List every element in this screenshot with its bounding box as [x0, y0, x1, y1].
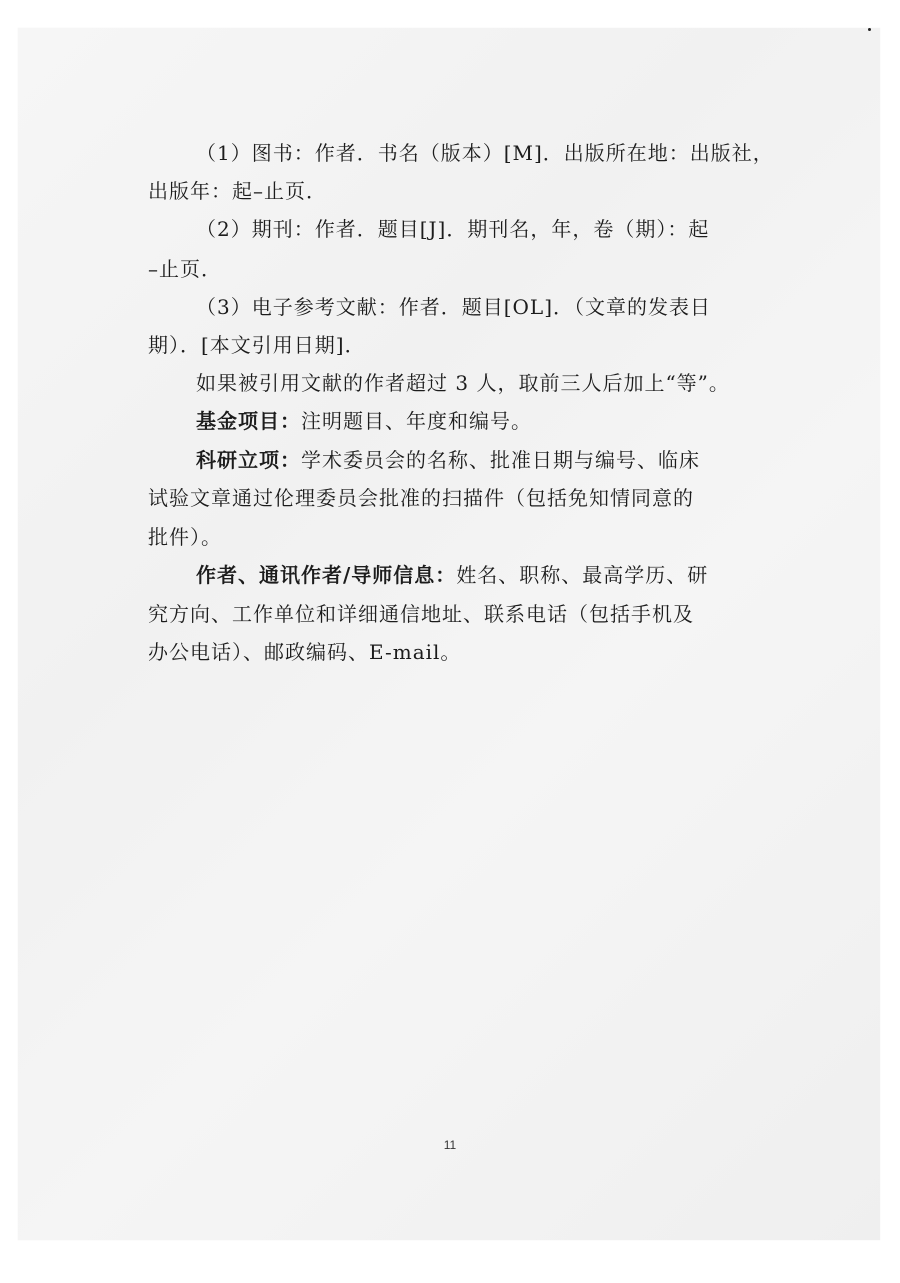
author-info-text-1: 姓名、职称、最高学历、研 — [456, 563, 709, 587]
citation-electronic-line-2: 期）．[本文引用日期]． — [148, 333, 366, 357]
citation-journal-line-1: （2）期刊：作者．题目[J]．期刊名，年，卷（期）：起 — [196, 217, 710, 241]
fund-project-label: 基金项目： — [196, 409, 301, 433]
page-number: 11 — [443, 1138, 457, 1152]
author-count-note: 如果被引用文献的作者超过 3 人，取前三人后加上“等”。 — [196, 371, 730, 395]
research-approval-line-3: 批件）。 — [148, 525, 222, 549]
research-approval-line-2: 试验文章通过伦理委员会批准的扫描件（包括免知情同意的 — [148, 486, 694, 510]
fund-project-text: 注明题目、年度和编号。 — [301, 409, 532, 433]
citation-book-line-2: 出版年：起–止页． — [148, 179, 327, 203]
research-approval-label: 科研立项： — [196, 448, 301, 472]
citation-journal-line-2: –止页． — [148, 257, 222, 281]
research-approval-line-1 — [196, 445, 700, 475]
author-info-line-1 — [196, 560, 708, 590]
scan-speck — [868, 28, 871, 31]
fund-project-line — [196, 406, 532, 436]
research-approval-text-1: 学术委员会的名称、批准日期与编号、临床 — [301, 448, 700, 472]
author-info-line-2: 究方向、工作单位和详细通信地址、联系电话（包括手机及 — [148, 602, 694, 626]
author-info-label: 作者、通讯作者/导师信息： — [196, 563, 457, 587]
paper-sheet — [18, 28, 880, 1240]
citation-electronic-line-1: （3）电子参考文献：作者．题目[OL]．（文章的发表日 — [196, 295, 712, 319]
author-info-line-3: 办公电话）、邮政编码、E-mail。 — [148, 640, 462, 664]
citation-book-line-1: （1）图书：作者．书名（版本）[M]．出版所在地：出版社， — [196, 141, 774, 165]
